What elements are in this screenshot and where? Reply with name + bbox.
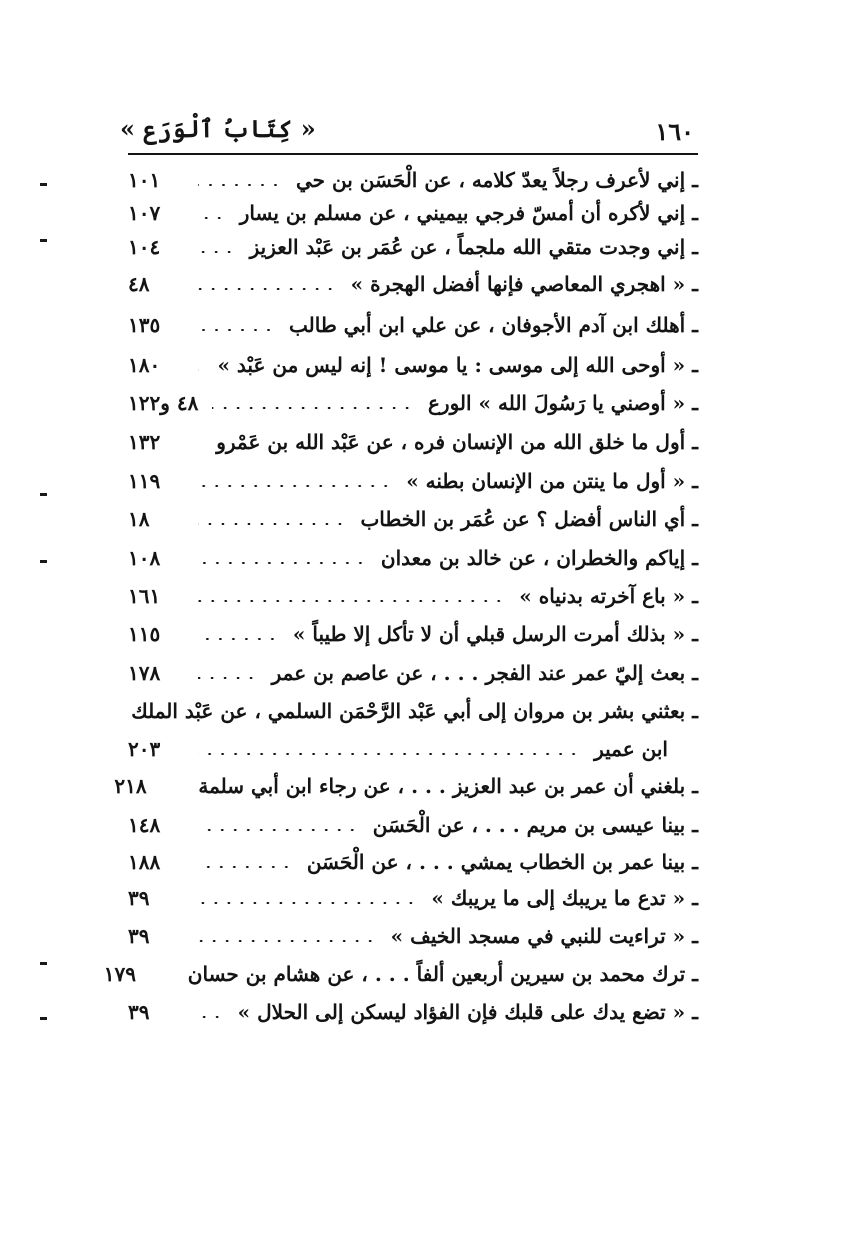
dot-leader <box>212 407 414 409</box>
entry-page: ١٠٤ <box>128 235 161 259</box>
dot-leader <box>198 677 258 679</box>
header-rule <box>128 153 698 155</box>
entry-text: ـ « تضع يدك على قلبك فإن الفؤاد ليسكن إلى الحلال » <box>237 1000 698 1024</box>
entry-page: ١٤٨ <box>128 813 161 837</box>
index-entry <box>103 954 698 994</box>
entry-page: ٢٠٣ <box>128 737 161 761</box>
entry-text: ابن عمير <box>594 737 668 761</box>
index-entry <box>128 576 698 616</box>
entry-text: ـ إياكم والخطران ، عن خالد بن معدان <box>380 546 698 570</box>
dot-leader <box>198 217 226 219</box>
entry-page: ٣٩ <box>128 924 150 948</box>
entry-text: ـ إني لأكره أن أمسّ فرجي بيميني ، عن مسلم بن يسار <box>239 201 698 225</box>
index-entry <box>128 614 698 654</box>
entry-text: ـ بلغني أن عمر بن عبد العزيز . . . ، عن رجاء ابن أبي سلمة <box>198 774 698 798</box>
index-entry <box>114 766 698 806</box>
entry-page: ١٦١ <box>128 584 161 608</box>
dot-leader <box>198 288 337 290</box>
entry-page: ١٧٨ <box>128 661 161 685</box>
entry-page: ١٣٥ <box>128 313 161 337</box>
index-entry <box>128 842 698 882</box>
page-number: ١٦٠ <box>655 117 694 146</box>
entry-text: ـ « أوحى الله إلى موسى : يا موسى ! إنه ليس من عَبْد » <box>217 353 698 377</box>
entry-page: ١٠١ <box>128 168 161 192</box>
entry-text: ـ بعثني بشر بن مروان إلى أبي عَبْد الرَّحْمَن السلمي ، عن عَبْد الملك <box>131 699 698 723</box>
entry-text: ـ ترك محمد بن سيرين أربعين ألفاً . . . ، عن هشام بن حسان <box>187 962 698 986</box>
scan-mark <box>40 183 47 186</box>
dot-leader <box>198 753 580 755</box>
dot-leader <box>198 523 346 525</box>
entry-text: ـ « أوصني يا رَسُولَ الله » الورع <box>427 391 698 415</box>
book-title: « كِتَابُ ٱلْوَرَع » <box>120 114 316 143</box>
index-entry <box>128 653 698 693</box>
index-entry <box>128 383 698 423</box>
index-entry <box>128 538 698 578</box>
index-entry <box>128 916 698 956</box>
entry-text: ـ « اهجري المعاصي فإنها أفضل الهجرة » <box>350 272 698 296</box>
entry-page: ١١٥ <box>128 622 161 646</box>
dot-leader <box>198 866 293 868</box>
entry-page: ٤٨ و١٢٢ <box>128 391 199 415</box>
dot-leader <box>198 1016 224 1018</box>
entry-text: ـ « أول ما ينتن من الإنسان بطنه » <box>406 469 698 493</box>
entry-text: ـ « تدع ما يريبك إلى ما يريبك » <box>431 886 698 910</box>
entry-page: ٢١٨ <box>114 774 147 798</box>
dot-leader <box>198 369 203 371</box>
entry-page: ٣٩ <box>128 886 150 910</box>
entry-page: ١٨٠ <box>128 353 161 377</box>
entry-text: ـ إني لأعرف رجلاً يعدّ كلامه ، عن الْحَسَن بن حي <box>295 168 698 192</box>
scan-mark <box>40 962 47 965</box>
entry-text: ـ بينا عمر بن الخطاب يمشي . . . ، عن الْحَسَن <box>306 850 698 874</box>
index-entry <box>128 461 698 501</box>
entry-page: ١١٩ <box>128 469 161 493</box>
entry-text: ـ « تراءيت للنبي في مسجد الخيف » <box>390 924 698 948</box>
dot-leader <box>198 638 279 640</box>
dot-leader <box>198 562 367 564</box>
scan-mark <box>40 493 47 496</box>
entry-text: ـ إني وجدت متقي الله ملجماً ، عن عُمَر بن عَبْد العزيز <box>249 235 698 259</box>
entry-text: ـ أهلك ابن آدم الأجوفان ، عن علي ابن أبي طالب <box>289 313 698 337</box>
entry-page: ١٠٧ <box>128 201 161 225</box>
entry-text: ـ « بذلك أمرت الرسل قبلي أن لا تأكل إلا طيباً » <box>292 622 698 646</box>
entry-page: ١٨ <box>128 507 150 531</box>
dot-leader <box>198 829 359 831</box>
scan-mark <box>40 1017 47 1020</box>
index-entry <box>128 422 698 462</box>
entry-text: ـ بعث إليّ عمر عند الفجر . . . ، عن عاصم بن عمر <box>271 661 698 685</box>
entry-text: ـ أول ما خلق الله من الإنسان فره ، عن عَبْد الله بن عَمْرو <box>216 430 698 454</box>
index-entry <box>128 499 698 539</box>
scan-mark <box>40 560 47 563</box>
index-entry <box>128 227 698 267</box>
index-entry <box>128 345 698 385</box>
index-entry <box>128 805 698 845</box>
dot-leader <box>198 940 377 942</box>
index-entry-continuation <box>128 729 698 769</box>
index-entry <box>128 691 698 731</box>
index-entry <box>128 305 698 345</box>
entry-page: ١٠٨ <box>128 546 161 570</box>
entry-text: ـ « باع آخرته بدنياه » <box>519 584 698 608</box>
scan-mark <box>40 239 47 242</box>
index-entry <box>128 992 698 1032</box>
index-entry <box>128 264 698 304</box>
dot-leader <box>198 184 282 186</box>
entry-page: ١٨٨ <box>128 850 161 874</box>
entry-text: ـ بينا عيسى بن مريم . . . ، عن الْحَسَن <box>372 813 698 837</box>
dot-leader <box>198 902 417 904</box>
dot-leader <box>198 251 236 253</box>
dot-leader <box>198 485 392 487</box>
dot-leader <box>198 329 275 331</box>
index-entry <box>128 878 698 918</box>
entry-page: ٤٨ <box>128 272 150 296</box>
entry-text: ـ أي الناس أفضل ؟ عن عُمَر بن الخطاب <box>360 507 698 531</box>
dot-leader <box>198 600 505 602</box>
entry-page: ١٣٢ <box>128 430 161 454</box>
entry-page: ١٧٩ <box>103 962 137 986</box>
dot-leader <box>198 446 202 448</box>
entry-page: ٣٩ <box>128 1000 150 1024</box>
